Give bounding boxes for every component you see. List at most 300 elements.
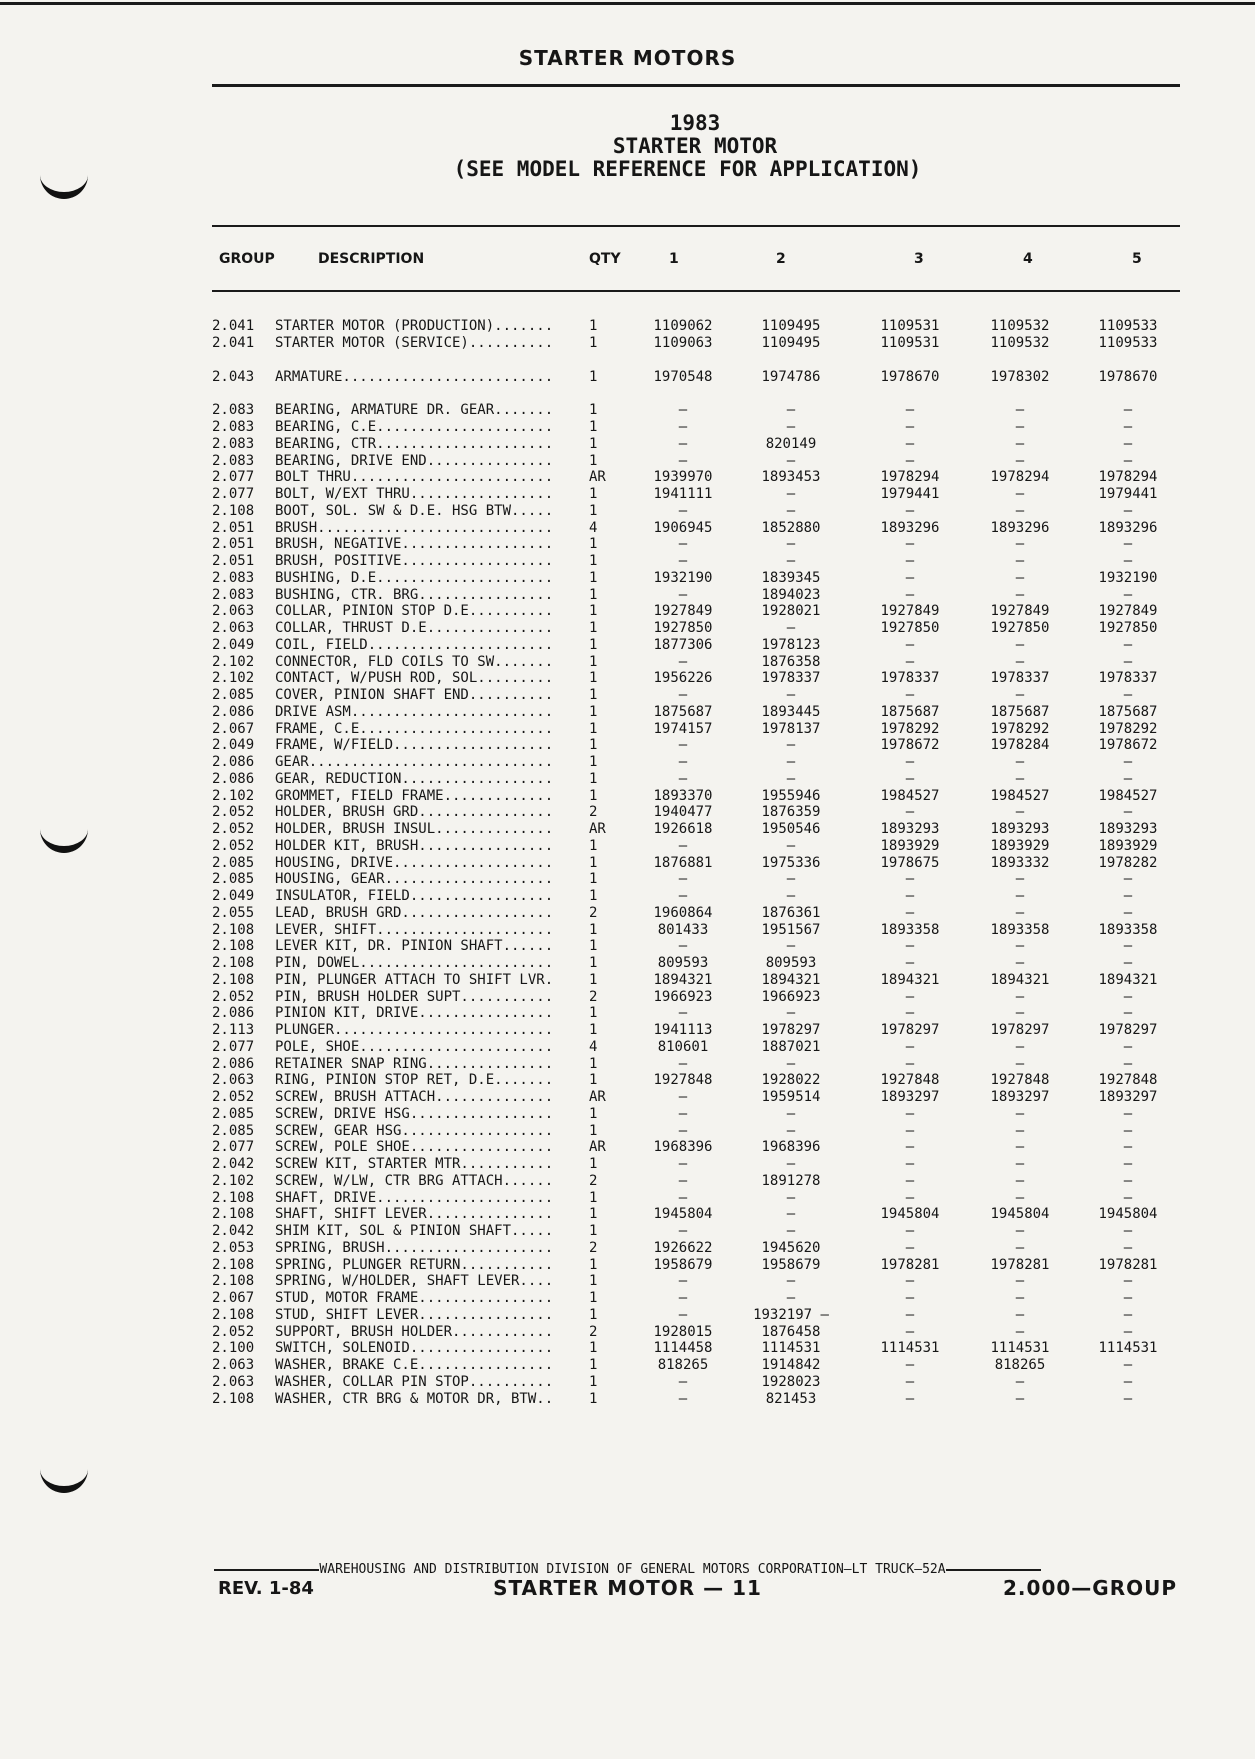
description-cell: SCREW, BRUSH ATTACH.............. xyxy=(275,1089,554,1105)
model-4-part-cell: — xyxy=(1015,804,1025,821)
model-5-part-cell: — xyxy=(1123,1139,1133,1156)
group-cell: 2.049 xyxy=(212,737,255,754)
model-2-part-cell: — xyxy=(786,754,796,770)
description-cell: SCREW, GEAR HSG.................. xyxy=(275,1122,554,1139)
model-3-part-cell: — xyxy=(905,1189,915,1206)
qty-cell: 1 xyxy=(589,854,598,871)
model-2-part-cell: 1959514 xyxy=(761,1089,821,1105)
qty-cell: 1 xyxy=(589,1055,598,1072)
description-cell: SPRING, W/HOLDER, SHAFT LEVER.... xyxy=(275,1273,554,1290)
model-3-part-cell: 1894321 xyxy=(880,971,940,988)
description-cell: GEAR, REDUCTION.................. xyxy=(275,770,554,787)
group-cell: 2.052 xyxy=(212,837,255,854)
model-5-part-cell: 1979441 xyxy=(1098,486,1158,502)
model-1-part-cell: 1939970 xyxy=(653,469,713,486)
description-cell: PIN, DOWEL....................... xyxy=(275,955,554,971)
table-row xyxy=(0,721,1255,738)
description-cell: SCREW, POLE SHOE................. xyxy=(275,1139,554,1156)
qty-cell: 1 xyxy=(589,921,598,938)
model-3-part-cell: 1893293 xyxy=(880,821,940,837)
model-5-part-cell: — xyxy=(1123,770,1133,787)
model-2-part-cell: 1852880 xyxy=(761,519,821,536)
model-1-part-cell: — xyxy=(678,938,688,955)
qty-cell: 1 xyxy=(589,670,598,687)
revision-label: REV. 1-84 xyxy=(218,1578,314,1599)
table-row xyxy=(0,754,1255,771)
model-1-part-cell: — xyxy=(678,1005,688,1022)
model-3-part-cell: 1927848 xyxy=(880,1072,940,1089)
model-2-part-cell: — xyxy=(786,1005,796,1022)
qty-cell: 1 xyxy=(589,653,598,670)
model-4-part-cell: — xyxy=(1015,553,1025,569)
model-5-part-cell: — xyxy=(1123,1005,1133,1022)
table-row xyxy=(0,838,1255,855)
model-2-part-cell: — xyxy=(786,452,796,469)
model-1-part-cell: — xyxy=(678,770,688,787)
model-2-part-cell: 1978123 xyxy=(761,636,821,653)
model-4-part-cell: 1945804 xyxy=(990,1206,1050,1223)
table-row xyxy=(0,1022,1255,1039)
model-2-part-cell: — xyxy=(786,938,796,955)
model-5-part-cell: — xyxy=(1123,1273,1133,1290)
qty-cell: 1 xyxy=(589,1373,598,1390)
qty-cell: 1 xyxy=(589,402,598,419)
model-5-part-cell: 1893297 xyxy=(1098,1089,1158,1105)
qty-cell: 1 xyxy=(589,435,598,452)
model-3-part-cell: — xyxy=(905,452,915,469)
model-5-part-cell: — xyxy=(1123,1038,1133,1055)
model-4-part-cell: 1114531 xyxy=(990,1340,1050,1357)
qty-cell: 1 xyxy=(589,553,598,569)
model-2-part-cell: 1978297 xyxy=(761,1022,821,1038)
model-2-part-cell: 1891278 xyxy=(761,1172,821,1189)
table-row xyxy=(0,1173,1255,1190)
model-4-part-cell: — xyxy=(1015,1223,1025,1239)
model-3-part-cell: — xyxy=(905,904,915,921)
model-1-part-cell: — xyxy=(678,1055,688,1072)
description-cell: PLUNGER.......................... xyxy=(275,1022,554,1038)
model-2-part-cell: 1975336 xyxy=(761,854,821,871)
model-5-part-cell: — xyxy=(1123,1122,1133,1139)
model-3-part-cell: — xyxy=(905,1122,915,1139)
model-4-part-cell: — xyxy=(1015,754,1025,770)
model-5-part-cell: 1945804 xyxy=(1098,1206,1158,1223)
qty-cell: 1 xyxy=(589,1357,598,1373)
model-1-column-header: 1 xyxy=(669,251,679,267)
model-4-part-cell: — xyxy=(1015,1122,1025,1139)
table-row xyxy=(0,704,1255,721)
model-1-part-cell: 1932190 xyxy=(653,569,713,586)
qty-cell: 1 xyxy=(589,787,598,804)
model-4-part-cell: — xyxy=(1015,1273,1025,1290)
model-2-part-cell: 1974786 xyxy=(761,368,821,385)
model-5-part-cell: 1893296 xyxy=(1098,519,1158,536)
model-2-part-cell: 1928021 xyxy=(761,603,821,620)
model-5-part-cell: — xyxy=(1123,1055,1133,1072)
model-5-part-cell: — xyxy=(1123,1156,1133,1172)
model-1-part-cell: — xyxy=(678,1105,688,1122)
model-4-part-cell: 1978297 xyxy=(990,1022,1050,1038)
description-cell: BRUSH............................ xyxy=(275,519,554,536)
section-header: STARTER MOTORS xyxy=(518,46,737,70)
binder-hole-mark xyxy=(40,1462,88,1493)
qty-column-header: QTY xyxy=(589,251,621,267)
model-2-part-cell: 1978337 xyxy=(761,670,821,687)
group-cell: 2.052 xyxy=(212,1323,255,1340)
model-5-part-cell: — xyxy=(1123,419,1133,435)
model-2-part-cell: — xyxy=(786,1290,796,1306)
group-cell: 2.063 xyxy=(212,1373,255,1390)
qty-cell: 1 xyxy=(589,720,598,737)
model-2-part-cell: 1968396 xyxy=(761,1139,821,1156)
model-4-part-cell: — xyxy=(1015,435,1025,452)
qty-cell: 1 xyxy=(589,1340,598,1357)
qty-cell: 1 xyxy=(589,938,598,955)
description-cell: SHAFT, DRIVE..................... xyxy=(275,1189,554,1206)
model-2-part-cell: — xyxy=(786,1122,796,1139)
table-row xyxy=(0,821,1255,838)
group-cell: 2.083 xyxy=(212,402,255,419)
model-3-part-cell: 1927849 xyxy=(880,603,940,620)
table-row xyxy=(0,419,1255,436)
model-5-part-cell: 1978294 xyxy=(1098,469,1158,486)
model-1-part-cell: — xyxy=(678,586,688,603)
group-cell: 2.053 xyxy=(212,1239,255,1256)
table-row xyxy=(0,536,1255,553)
model-5-part-cell: 1978672 xyxy=(1098,737,1158,754)
table-row xyxy=(0,788,1255,805)
description-cell: STUD, MOTOR FRAME................ xyxy=(275,1290,554,1306)
group-cell: 2.051 xyxy=(212,519,255,536)
group-cell: 2.108 xyxy=(212,938,255,955)
model-3-part-cell: 1978292 xyxy=(880,720,940,737)
model-5-part-cell: — xyxy=(1123,888,1133,904)
model-1-part-cell: — xyxy=(678,419,688,435)
table-row xyxy=(0,888,1255,905)
model-1-part-cell: 1109063 xyxy=(653,334,713,351)
model-2-part-cell: 820149 xyxy=(765,435,817,452)
table-header-rule xyxy=(212,290,1180,292)
model-1-part-cell: 1970548 xyxy=(653,368,713,385)
model-3-part-cell: 1109531 xyxy=(880,318,940,334)
table-row xyxy=(0,1106,1255,1123)
model-4-part-cell: — xyxy=(1015,452,1025,469)
description-cell: PINION KIT, DRIVE................ xyxy=(275,1005,554,1022)
description-cell: LEVER KIT, DR. PINION SHAFT...... xyxy=(275,938,554,955)
model-2-part-cell: 1109495 xyxy=(761,318,821,334)
model-5-part-cell: 1893358 xyxy=(1098,921,1158,938)
table-row xyxy=(0,1374,1255,1391)
qty-cell: 1 xyxy=(589,1189,598,1206)
model-5-part-cell: 1978281 xyxy=(1098,1256,1158,1273)
qty-cell: 1 xyxy=(589,770,598,787)
model-2-part-cell: 1932197 — xyxy=(753,1306,829,1323)
qty-cell: 1 xyxy=(589,888,598,904)
description-cell: HOLDER, BRUSH GRD................ xyxy=(275,804,554,821)
description-cell: POLE, SHOE....................... xyxy=(275,1038,554,1055)
description-cell: BRUSH, NEGATIVE.................. xyxy=(275,536,554,553)
model-2-part-cell: 1887021 xyxy=(761,1038,821,1055)
model-1-part-cell: 1926618 xyxy=(653,821,713,837)
qty-cell: 1 xyxy=(589,1206,598,1223)
model-3-part-cell: 1114531 xyxy=(880,1340,940,1357)
model-4-part-cell: — xyxy=(1015,1323,1025,1340)
model-3-part-cell: 1109531 xyxy=(880,334,940,351)
model-2-part-cell: 1955946 xyxy=(761,787,821,804)
model-4-part-cell: — xyxy=(1015,1373,1025,1390)
model-3-part-cell: — xyxy=(905,888,915,904)
model-4-part-cell: 1109532 xyxy=(990,334,1050,351)
description-cell: LEVER, SHIFT..................... xyxy=(275,921,554,938)
model-2-part-cell: 1894023 xyxy=(761,586,821,603)
model-2-part-cell: — xyxy=(786,402,796,419)
description-cell: BRUSH, POSITIVE.................. xyxy=(275,553,554,569)
model-5-part-cell: — xyxy=(1123,1373,1133,1390)
group-cell: 2.083 xyxy=(212,435,255,452)
model-2-part-cell: — xyxy=(786,1189,796,1206)
model-5-part-cell: — xyxy=(1123,1357,1133,1373)
model-1-part-cell: — xyxy=(678,452,688,469)
model-4-part-cell: 1978294 xyxy=(990,469,1050,486)
qty-cell: 1 xyxy=(589,569,598,586)
description-cell: STUD, SHIFT LEVER................ xyxy=(275,1306,554,1323)
table-row xyxy=(0,955,1255,972)
model-2-part-cell: — xyxy=(786,1273,796,1290)
model-3-part-cell: — xyxy=(905,1139,915,1156)
model-1-part-cell: — xyxy=(678,502,688,519)
table-row xyxy=(0,503,1255,520)
model-4-part-cell: 1893929 xyxy=(990,837,1050,854)
model-2-part-cell: 1928022 xyxy=(761,1072,821,1089)
description-cell: BOLT, W/EXT THRU................. xyxy=(275,486,554,502)
group-cell: 2.049 xyxy=(212,888,255,904)
model-5-part-cell: 1875687 xyxy=(1098,703,1158,720)
model-4-part-cell: — xyxy=(1015,938,1025,955)
model-3-part-cell: 1875687 xyxy=(880,703,940,720)
model-1-part-cell: 1941113 xyxy=(653,1022,713,1038)
model-3-part-cell: — xyxy=(905,1357,915,1373)
model-2-part-cell: — xyxy=(786,553,796,569)
model-1-part-cell: — xyxy=(678,1290,688,1306)
model-4-part-cell: 1875687 xyxy=(990,703,1050,720)
model-4-part-cell: 1978302 xyxy=(990,368,1050,385)
group-cell: 2.067 xyxy=(212,1290,255,1306)
qty-cell: 1 xyxy=(589,1105,598,1122)
title-block xyxy=(0,112,1255,181)
model-4-part-cell: — xyxy=(1015,871,1025,888)
model-4-part-cell: 1927848 xyxy=(990,1072,1050,1089)
model-4-part-cell: — xyxy=(1015,1105,1025,1122)
model-5-part-cell: 1927850 xyxy=(1098,620,1158,636)
description-cell: STARTER MOTOR (PRODUCTION)....... xyxy=(275,318,554,334)
table-row xyxy=(0,972,1255,989)
table-row xyxy=(0,436,1255,453)
group-cell: 2.086 xyxy=(212,703,255,720)
qty-cell: 1 xyxy=(589,1290,598,1306)
description-cell: INSULATOR, FIELD................. xyxy=(275,888,554,904)
description-cell: SHAFT, SHIFT LEVER............... xyxy=(275,1206,554,1223)
model-5-part-cell: 1978337 xyxy=(1098,670,1158,687)
table-row xyxy=(0,570,1255,587)
model-2-part-cell: 1950546 xyxy=(761,821,821,837)
model-1-part-cell: 1945804 xyxy=(653,1206,713,1223)
group-cell: 2.041 xyxy=(212,334,255,351)
model-5-part-cell: 1893293 xyxy=(1098,821,1158,837)
model-3-part-cell: — xyxy=(905,536,915,553)
model-2-part-cell: — xyxy=(786,888,796,904)
qty-cell: 1 xyxy=(589,1122,598,1139)
model-5-part-cell: — xyxy=(1123,1172,1133,1189)
year-title: 1983 xyxy=(669,111,721,135)
model-3-part-cell: — xyxy=(905,1038,915,1055)
description-cell: COLLAR, THRUST D.E............... xyxy=(275,620,554,636)
model-4-part-cell: — xyxy=(1015,687,1025,703)
model-5-part-cell: — xyxy=(1123,1390,1133,1407)
model-3-part-cell: — xyxy=(905,1373,915,1390)
description-cell: DRIVE ASM........................ xyxy=(275,703,554,720)
description-cell: BEARING, CTR..................... xyxy=(275,435,554,452)
model-4-part-cell: 1893297 xyxy=(990,1089,1050,1105)
qty-cell: 1 xyxy=(589,334,598,351)
model-1-part-cell: — xyxy=(678,553,688,569)
model-2-part-cell: — xyxy=(786,419,796,435)
table-row xyxy=(0,654,1255,671)
model-5-part-cell: — xyxy=(1123,804,1133,821)
description-cell: HOUSING, GEAR.................... xyxy=(275,871,554,888)
model-4-part-cell: 1978284 xyxy=(990,737,1050,754)
description-cell: PIN, PLUNGER ATTACH TO SHIFT LVR. xyxy=(275,971,554,988)
description-cell: SCREW, W/LW, CTR BRG ATTACH...... xyxy=(275,1172,554,1189)
description-cell: CONNECTOR, FLD COILS TO SW....... xyxy=(275,653,554,670)
model-2-part-cell: 1928023 xyxy=(761,1373,821,1390)
model-4-part-cell: — xyxy=(1015,770,1025,787)
qty-cell: 1 xyxy=(589,1306,598,1323)
qty-cell: 2 xyxy=(589,988,598,1005)
model-2-column-header: 2 xyxy=(776,251,786,267)
description-cell: BEARING, ARMATURE DR. GEAR....... xyxy=(275,402,554,419)
model-1-part-cell: — xyxy=(678,837,688,854)
model-1-part-cell: 1968396 xyxy=(653,1139,713,1156)
model-1-part-cell: 1941111 xyxy=(653,486,713,502)
model-1-part-cell: — xyxy=(678,1223,688,1239)
model-5-part-cell: — xyxy=(1123,904,1133,921)
model-2-part-cell: 1876358 xyxy=(761,653,821,670)
table-row xyxy=(0,1190,1255,1207)
model-1-part-cell: — xyxy=(678,737,688,754)
group-cell: 2.108 xyxy=(212,1306,255,1323)
group-cell: 2.113 xyxy=(212,1022,255,1038)
model-5-part-cell: — xyxy=(1123,1306,1133,1323)
model-3-part-cell: — xyxy=(905,1239,915,1256)
model-4-part-cell: — xyxy=(1015,1290,1025,1306)
model-5-part-cell: 1893929 xyxy=(1098,837,1158,854)
model-5-part-cell: 1978282 xyxy=(1098,854,1158,871)
table-row xyxy=(0,871,1255,888)
description-cell: FRAME, C.E....................... xyxy=(275,720,554,737)
model-3-part-cell: — xyxy=(905,1005,915,1022)
group-cell: 2.102 xyxy=(212,1172,255,1189)
qty-cell: 1 xyxy=(589,837,598,854)
model-3-part-cell: — xyxy=(905,553,915,569)
model-1-part-cell: — xyxy=(678,687,688,703)
group-cell: 2.083 xyxy=(212,419,255,435)
footer-dash xyxy=(214,1569,319,1571)
description-cell: SUPPORT, BRUSH HOLDER............ xyxy=(275,1323,554,1340)
description-cell: HOUSING, DRIVE................... xyxy=(275,854,554,871)
table-row xyxy=(0,318,1255,335)
model-4-part-cell: — xyxy=(1015,904,1025,921)
description-cell: WASHER, BRAKE C.E................ xyxy=(275,1357,554,1373)
model-4-part-cell: 1984527 xyxy=(990,787,1050,804)
table-row xyxy=(0,855,1255,872)
model-3-column-header: 3 xyxy=(914,251,924,267)
table-row xyxy=(0,453,1255,470)
header-rule xyxy=(212,84,1180,87)
model-3-part-cell: 1893358 xyxy=(880,921,940,938)
group-cell: 2.108 xyxy=(212,502,255,519)
model-5-part-cell: 1978297 xyxy=(1098,1022,1158,1038)
group-cell: 2.042 xyxy=(212,1156,255,1172)
group-cell: 2.077 xyxy=(212,469,255,486)
group-cell: 2.063 xyxy=(212,620,255,636)
model-5-part-cell: — xyxy=(1123,435,1133,452)
description-cell: GROMMET, FIELD FRAME............. xyxy=(275,787,554,804)
model-5-part-cell: 1932190 xyxy=(1098,569,1158,586)
model-2-part-cell: 1109495 xyxy=(761,334,821,351)
model-1-part-cell: — xyxy=(678,871,688,888)
group-cell: 2.052 xyxy=(212,804,255,821)
model-3-part-cell: — xyxy=(905,1323,915,1340)
qty-cell: 1 xyxy=(589,1273,598,1290)
group-cell: 2.102 xyxy=(212,670,255,687)
group-cell: 2.063 xyxy=(212,603,255,620)
model-2-part-cell: — xyxy=(786,502,796,519)
model-4-part-cell: — xyxy=(1015,536,1025,553)
model-1-part-cell: 818265 xyxy=(657,1357,709,1373)
description-cell: WASHER, COLLAR PIN STOP.......... xyxy=(275,1373,554,1390)
qty-cell: AR xyxy=(589,1139,606,1156)
qty-cell: 2 xyxy=(589,804,598,821)
description-cell: FRAME, W/FIELD................... xyxy=(275,737,554,754)
page-top-edge xyxy=(0,2,1255,5)
model-3-part-cell: 1979441 xyxy=(880,486,940,502)
model-4-part-cell: — xyxy=(1015,653,1025,670)
table-row xyxy=(0,1039,1255,1056)
group-cell: 2.108 xyxy=(212,921,255,938)
model-5-part-cell: — xyxy=(1123,754,1133,770)
table-row xyxy=(0,1273,1255,1290)
qty-cell: 1 xyxy=(589,971,598,988)
model-1-part-cell: 809593 xyxy=(657,955,709,971)
model-1-part-cell: 1894321 xyxy=(653,971,713,988)
model-1-part-cell: — xyxy=(678,1122,688,1139)
qty-cell: 1 xyxy=(589,1390,598,1407)
model-3-part-cell: 1978672 xyxy=(880,737,940,754)
model-3-part-cell: — xyxy=(905,770,915,787)
model-5-part-cell: — xyxy=(1123,1290,1133,1306)
model-2-part-cell: 1876359 xyxy=(761,804,821,821)
model-1-part-cell: 1893370 xyxy=(653,787,713,804)
model-5-column-header: 5 xyxy=(1132,251,1142,267)
table-row xyxy=(0,1156,1255,1173)
group-cell: 2.063 xyxy=(212,1357,255,1373)
qty-cell: 4 xyxy=(589,1038,598,1055)
model-3-part-cell: — xyxy=(905,1223,915,1239)
model-4-part-cell: 818265 xyxy=(994,1357,1046,1373)
qty-cell: 1 xyxy=(589,737,598,754)
table-row xyxy=(0,1240,1255,1257)
model-1-part-cell: 1927850 xyxy=(653,620,713,636)
